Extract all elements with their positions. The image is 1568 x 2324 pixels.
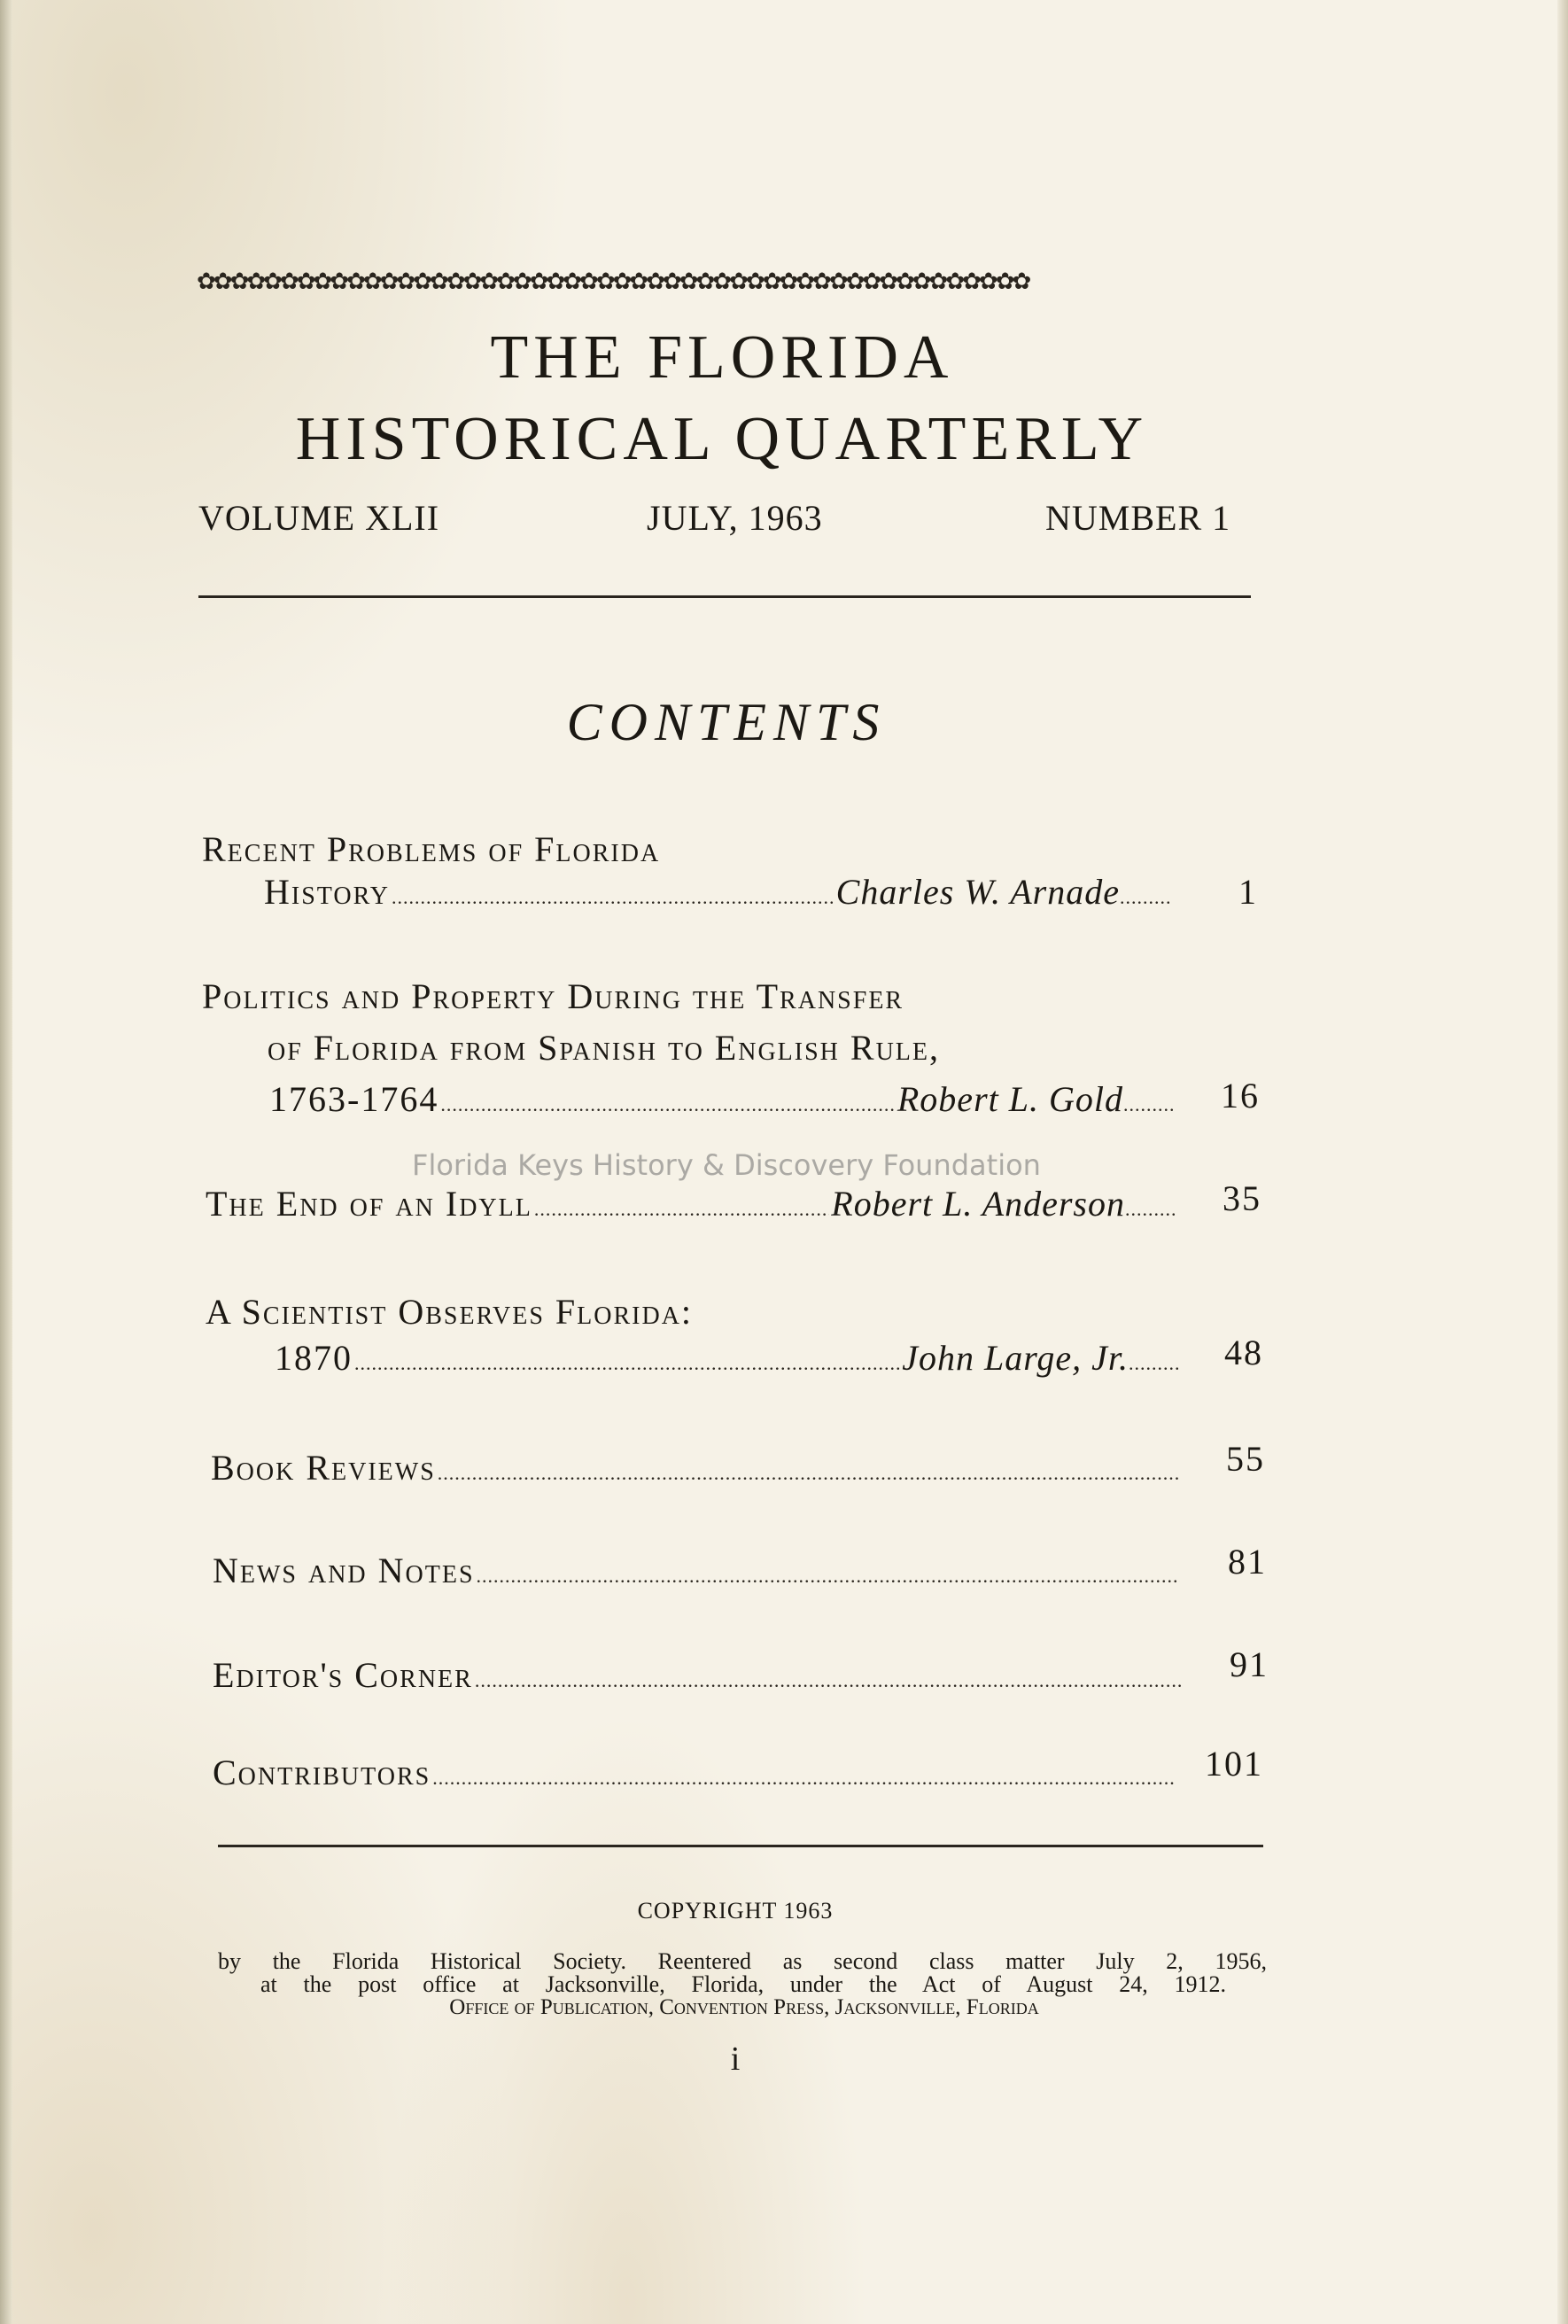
page-folio: i: [730, 2040, 741, 2078]
dot-leader: [1125, 1185, 1175, 1233]
issue-number: NUMBER 1: [1045, 498, 1231, 538]
toc-entry-4-year: 1870: [275, 1338, 353, 1378]
toc-entry-8: [213, 1749, 1178, 1797]
toc-entry-1: [264, 868, 1169, 916]
publication-office-line: Office of Publication, Convention Press, Jacksonville, Florida: [449, 1995, 1039, 2019]
toc-entry-7-page: 91: [1230, 1644, 1269, 1684]
dot-leader: [438, 1450, 1178, 1497]
toc-entry-3: [206, 1180, 1175, 1228]
toc-entry-2-title: Politics and Property During the Transfer: [202, 976, 904, 1016]
toc-entry-4-title: A Scientist Observes Florida:: [206, 1292, 694, 1332]
toc-entry-6-title: News and Notes: [213, 1551, 475, 1590]
dot-leader: [354, 1340, 900, 1387]
toc-entry-4-page: 48: [1224, 1333, 1263, 1372]
dot-leader: [1123, 1081, 1173, 1129]
toc-entry-1-author: Charles W. Arnade: [835, 872, 1120, 912]
journal-title-line2: HISTORICAL QUARTERLY: [295, 405, 1149, 473]
toc-entry-7: [213, 1652, 1184, 1699]
toc-entry-8-page: 101: [1205, 1744, 1263, 1784]
copyright-line-1: by the Florida Historical Society. Reentered as second class matter July 2, 1956,: [218, 1948, 1267, 1974]
contents-heading: CONTENTS: [566, 693, 887, 751]
dot-leader: [1120, 874, 1169, 921]
toc-entry-8-title: Contributors: [213, 1753, 431, 1792]
toc-entry-3-title: The End of an Idyll: [206, 1184, 532, 1224]
dot-leader: [392, 874, 834, 921]
toc-entry-1-title-cont: History: [264, 872, 390, 912]
toc-entry-5-title: Book Reviews: [211, 1448, 436, 1488]
toc-entry-5-page: 55: [1226, 1439, 1265, 1479]
toc-entry-6-page: 81: [1228, 1542, 1267, 1582]
dot-leader: [440, 1081, 896, 1129]
dot-leader: [475, 1657, 1182, 1705]
toc-entry-4-author: John Large, Jr.: [902, 1338, 1129, 1378]
copyright-line-2: at the post office at Jacksonville, Florida, under the Act of August 24, 1912.: [260, 1971, 1226, 1997]
copyright-heading: COPYRIGHT 1963: [637, 1898, 834, 1924]
toc-entry-3-page: 35: [1223, 1178, 1261, 1218]
toc-entry-2-years: 1763-1764: [269, 1079, 439, 1119]
footer-divider: [218, 1845, 1263, 1847]
toc-entry-6: [213, 1547, 1182, 1595]
volume-label: VOLUME XLII: [198, 498, 440, 538]
journal-title-line1: THE FLORIDA: [490, 323, 954, 392]
toc-entry-3-author: Robert L. Anderson: [831, 1184, 1125, 1224]
header-divider: [198, 595, 1251, 598]
foundation-watermark: Florida Keys History & Discovery Foundation: [412, 1148, 1041, 1182]
toc-entry-2-title-cont: of Florida from Spanish to English Rule,: [268, 1028, 940, 1068]
dot-leader: [432, 1754, 1176, 1802]
toc-entry-2-author: Robert L. Gold: [897, 1079, 1123, 1119]
toc-entry-1-title: Recent Problems of Florida: [202, 829, 661, 869]
dot-leader: [477, 1552, 1180, 1600]
toc-entry-2-page: 16: [1221, 1076, 1260, 1115]
decorative-border-icon: ✿✿✿✿✿✿✿✿✿✿✿✿✿✿✿✿✿✿✿✿✿✿✿✿✿✿✿✿✿✿✿✿✿✿✿✿✿✿✿✿✿✿✿✿✿✿✿✿✿✿: [197, 269, 1029, 294]
toc-entry-2: [269, 1076, 1173, 1123]
page-right-edge: [1557, 0, 1568, 2324]
toc-entry-1-page: 1: [1238, 872, 1258, 912]
dot-leader: [534, 1185, 829, 1233]
dot-leader: [1129, 1340, 1178, 1387]
toc-entry-7-title: Editor's Corner: [213, 1655, 473, 1695]
toc-entry-5: [211, 1444, 1180, 1492]
toc-entry-4: [275, 1334, 1178, 1382]
issue-date: JULY, 1963: [647, 498, 823, 538]
